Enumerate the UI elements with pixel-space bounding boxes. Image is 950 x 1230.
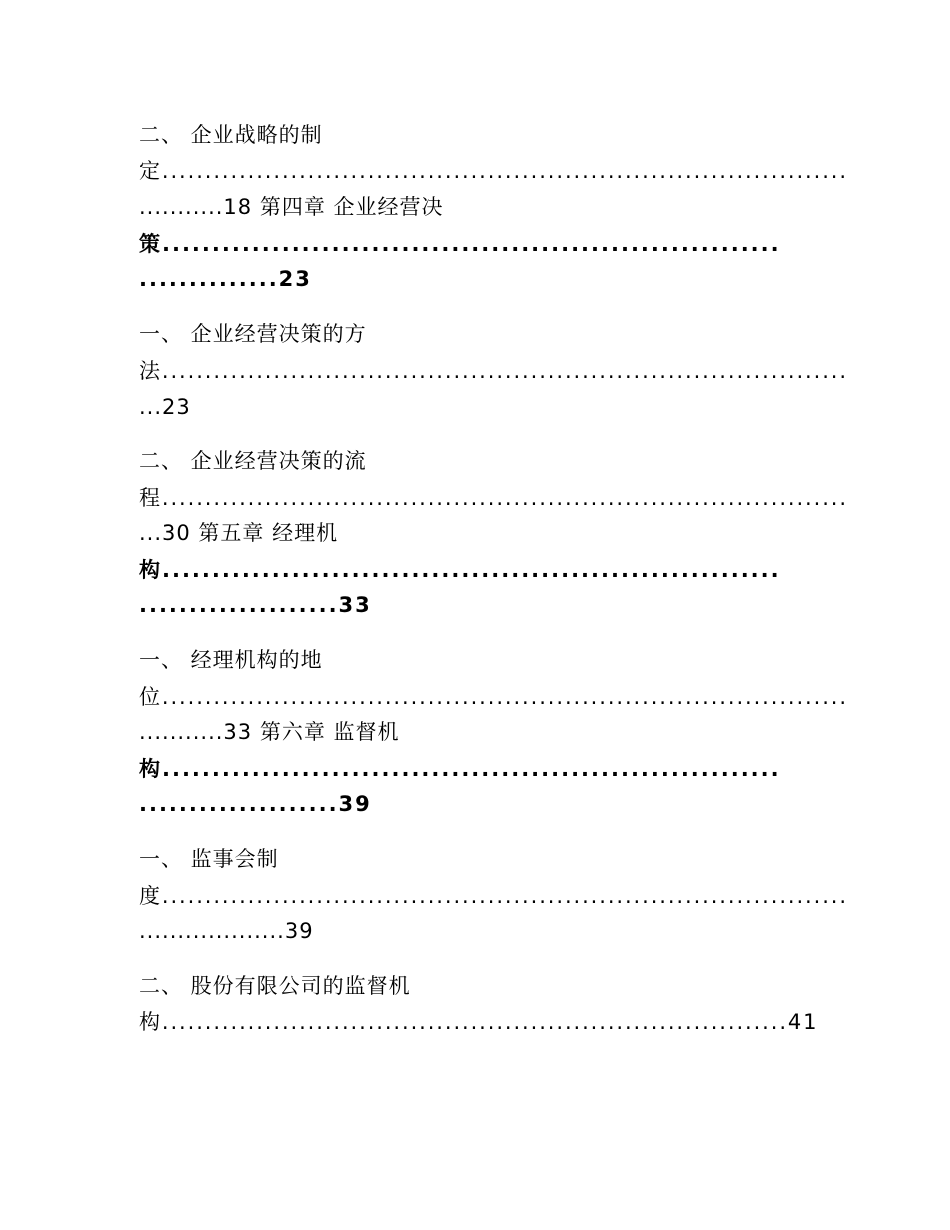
toc-line: 构.............................................................. <box>139 558 781 582</box>
toc-line: 法................................................................................ <box>139 359 848 383</box>
toc-line: ...........33 第六章 监督机 <box>139 720 400 744</box>
toc-line: 二、 企业战略的制 <box>139 123 323 147</box>
toc-line: ....................33 <box>139 593 372 617</box>
toc-line: 程................................................................................ <box>139 486 848 510</box>
toc-line: ...........18 第四章 企业经营决 <box>139 195 444 219</box>
toc-line: 二、 股份有限公司的监督机 <box>139 974 411 998</box>
toc-line: 构.............................................................. <box>139 757 781 781</box>
toc-line: 策.............................................................. <box>139 232 781 256</box>
toc-line: ...23 <box>139 395 191 419</box>
toc-line: ....................39 <box>139 792 372 816</box>
toc-line: 一、 经理机构的地 <box>139 648 323 672</box>
toc-line: 位................................................................................ <box>139 685 848 709</box>
toc-line: 一、 企业经营决策的方 <box>139 322 367 346</box>
toc-line: 定................................................................................ <box>139 159 848 183</box>
toc-line: ...................39 <box>139 919 314 943</box>
toc-line: ...30 第五章 经理机 <box>139 521 339 545</box>
toc-line: 二、 企业经营决策的流 <box>139 449 367 473</box>
toc-line: ..............23 <box>139 267 312 291</box>
toc-line: 构.........................................................................41 <box>139 1010 819 1034</box>
toc-line: 度................................................................................ <box>139 884 848 908</box>
toc-line: 一、 监事会制 <box>139 847 279 871</box>
